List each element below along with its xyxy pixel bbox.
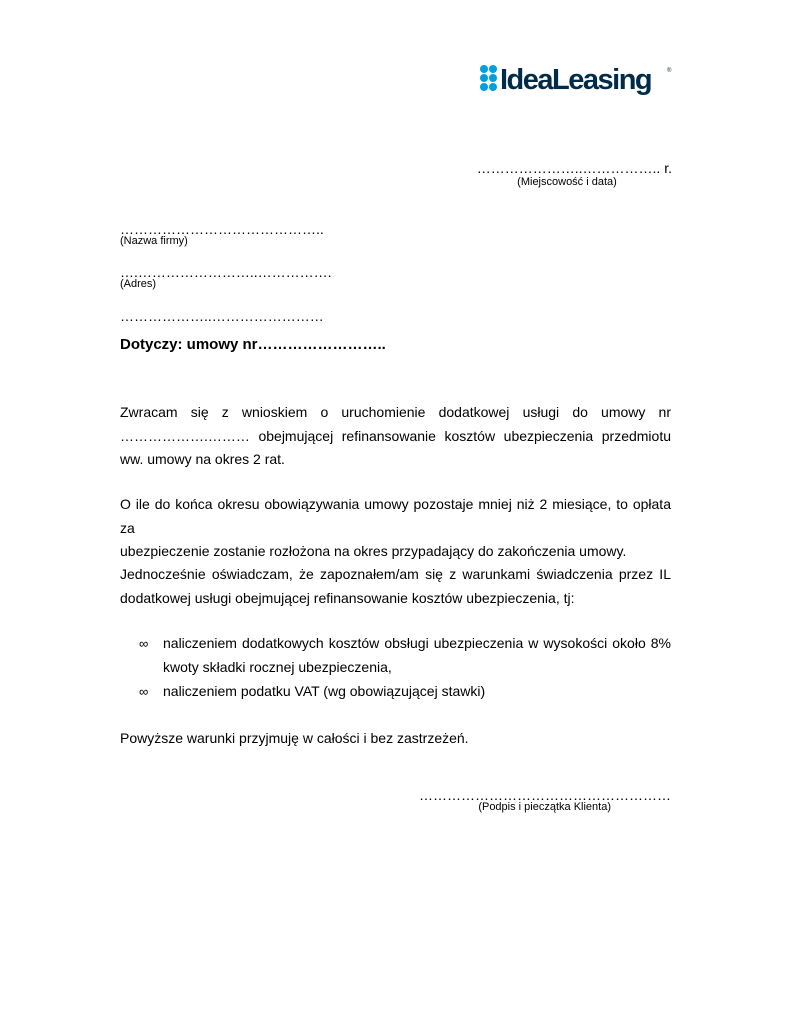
paragraph-line: ww. umowy na okres 2 rat. <box>120 451 285 467</box>
paragraph-request <box>120 401 671 472</box>
list-item <box>163 632 671 679</box>
signature-field: ……………………………………………… <box>419 787 671 803</box>
signature-label: (Podpis i pieczątka Klienta) <box>478 801 611 813</box>
subject-line: Dotyczy: umowy nr…………………….. <box>120 336 386 353</box>
list-item-line: kwoty składki rocznej ubezpieczenia, <box>163 658 392 675</box>
paragraph-line: Zwracam się z wnioskiem o uruchomienie dodatkowej usługi do umowy nr <box>120 404 671 420</box>
paragraph-line: ubezpieczenie zostanie rozłożona na okres przypadający do zakończenia umowy. <box>120 543 627 559</box>
list-item-line: naliczeniem podatku VAT (wg obowiązującej stawki) <box>163 683 486 699</box>
list-item-line: naliczeniem dodatkowych kosztów obsługi ubezpieczenia w wysokości około 8% <box>163 635 671 651</box>
logo-dots-icon <box>480 65 497 91</box>
paragraph-acceptance: Powyższe warunki przyjmuję w całości i bez zastrzeżeń. <box>120 730 469 746</box>
paragraph-line: Jednocześnie oświadczam, że zapoznałem/am się z warunkami świadczenia przez IL <box>120 566 671 582</box>
date-place-field: …………………..…………….. r. <box>476 160 672 176</box>
bullet-infinity-icon: ∞ <box>139 684 149 699</box>
bullet-infinity-icon: ∞ <box>139 636 149 651</box>
company-name-label: (Nazwa firmy) <box>120 235 188 247</box>
logo-registered-mark: ® <box>667 68 672 74</box>
svg-text:IdeaLeasing <box>500 64 651 96</box>
list-item <box>163 680 671 704</box>
logo-graphic <box>478 60 673 96</box>
paragraph-line: O ile do końca okresu obowiązywania umowy pozostaje mniej niż 2 miesiące, to opłata za <box>120 496 671 536</box>
address-label: (Adres) <box>120 278 157 290</box>
date-place-label: (Miejscowość i data) <box>517 176 617 188</box>
address-line2-field: ………………..…………………… <box>120 308 324 324</box>
logo-text-idea: Idea <box>500 64 553 96</box>
paragraph-line: ……………….……… obejmującej refinansowanie kosztów ubezpieczenia przedmiotu <box>120 427 671 444</box>
paragraph-declaration <box>120 563 671 610</box>
company-name-field: …………………………………….. <box>120 221 324 237</box>
address-field: ….……………………..……………. <box>120 264 332 280</box>
paragraph-fee-info <box>120 493 671 564</box>
idea-leasing-logo <box>478 60 673 96</box>
logo-text-leasing: Leasing <box>552 64 652 96</box>
paragraph-line: dodatkowej usługi obejmującej refinansowanie kosztów ubezpieczenia, tj: <box>120 589 575 606</box>
